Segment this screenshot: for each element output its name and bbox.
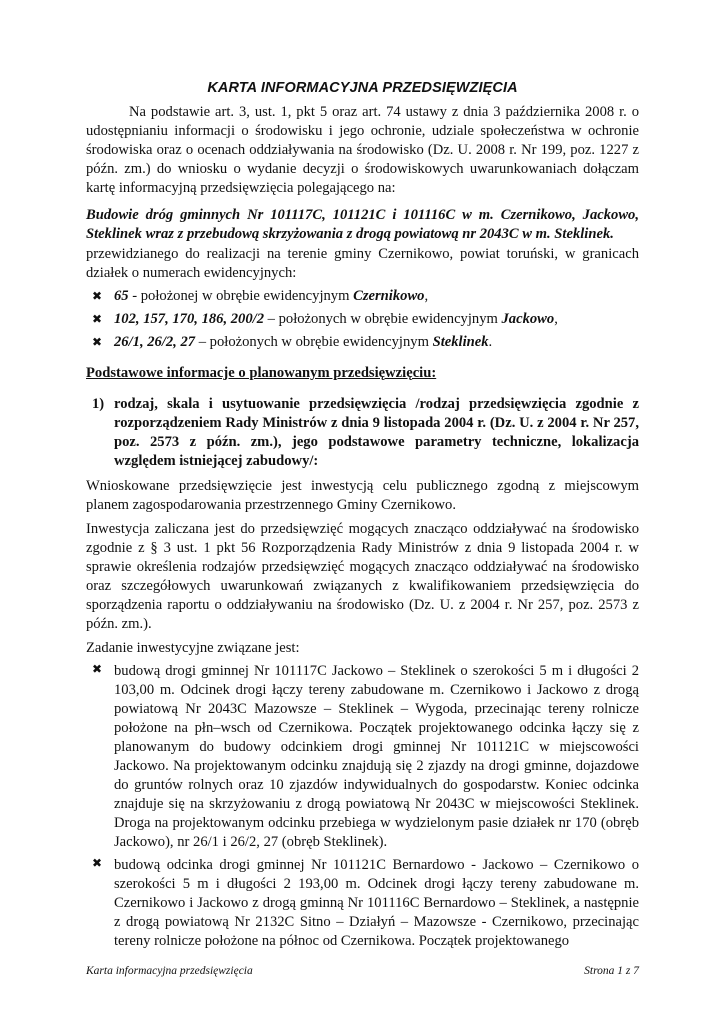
body-paragraph-2: Inwestycja zaliczana jest do przedsięwzięć mogących znacząco oddziaływać na środowisko zgodnie z § 3 ust. 1 pkt 56 Rozporządzenia Rady Ministrów z dnia 9 listopada 2004 r. w sprawie określenia rodzajów przedsięwzięć mogących znacząco oddziaływać na środowisko oraz szczegółowych uwarunkowań związanych z kwalifikowaniem przedsięwzięcia do sporządzenia raportu o oddziaływaniu na środowisko (Dz. U. z 2004 r. Nr 257, poz. 2573 z późn. zm.). <box>86 521 639 632</box>
footer-title: Karta informacyjna przedsięwzięcia <box>86 965 253 977</box>
x-bullet-icon: ✖ <box>92 289 103 303</box>
plot-numbers: 102, 157, 170, 186, 200/2 <box>114 311 264 327</box>
body-paragraph-1: Wnioskowane przedsięwzięcie jest inwestycją celu publicznego zgodną z miejscowym planem zagospodarowania przestrzennego Gminy Czernikowo. <box>86 478 639 513</box>
page-title: KARTA INFORMACYJNA PRZEDSIĘWZIĘCIA <box>207 80 518 96</box>
plot-numbers: 26/1, 26/2, 27 <box>114 334 196 350</box>
point-text: rodzaj, skala i usytuowanie przedsięwzięcia /rodzaj przedsięwzięcia zgodnie z rozporządzeniem Rady Ministrów z dnia 9 listopada 2004 r. (Dz. U. z 2004 r. Nr 257, poz. 2573 z późn. zm.), jego podstawowe parametry techniczne, lokalizacja względem istniejącej zabudowy/: <box>114 396 639 469</box>
plot-area: Czernikowo <box>353 288 425 304</box>
project-subject: Budowie dróg gminnych Nr 101117C, 101121C i 101116C w m. Czernikowo, Jackowo, Steklinek wraz z przebudową skrzyżowania z drogą powiatową nr 2043C w m. Steklinek. <box>86 207 639 242</box>
plot-end: . <box>488 334 493 350</box>
x-bullet-icon: ✖ <box>92 312 103 326</box>
task-text: budową odcinka drogi gminnej Nr 101121C Bernardowo - Jackowo – Czernikowo o szerokości 5 m i długości 2 193,00 m. Odcinek drogi łączy tereny zabudowane m. Czernikowo i Jackowo z drogą gminną Nr 101116C Bernardowo – Steklinek, a następnie z drogą powiatową Nr 2132C Sitno – Działyń – Mazowsze - Czernikowo, przecinając tereny rolnicze położone na północ od Czernikowa. Początek projektowanego <box>114 857 639 949</box>
location-paragraph: przewidzianego do realizacji na terenie gminy Czernikowo, powiat toruński, w granicach działek o numerach ewidencyjnych: <box>86 246 639 281</box>
plot-list <box>86 287 639 352</box>
task-text: budową drogi gminnej Nr 101117C Jackowo – Steklinek o szerokości 5 m i długości 2 103,00 m. Odcinek drogi łączy tereny zabudowane m. Czernikowo i Jackowo z drogą powiatową Nr 2043C Mazowsze – Steklinek – Wygoda, przecinając tereny rolnicze położone na płn–wsch od Czernikowa. Początek projektowanego odcinka łączy się z planowanym do budowy odcinkiem drogi gminnej Nr 101121C w miejscowości Jackowo. Na projektowanym odcinku znajdują się 2 zjazdy na drogi gminne, dojazdowe do gruntów rolnych oraz 10 zjazdów indywidualnych do gospodarstw. Koniec odcinka znajduje się na skrzyżowaniu z drogą powiatową Nr 2043C w miejscowości Steklinek. Droga na projektowanym odcinku przebiega w wydzielonym pasie działek nr 170 (obręb Jackowo), nr 26/1 i 26/2, 27 (obręb Steklinek). <box>114 663 639 850</box>
plot-text: - położonej w obrębie ewidencyjnym <box>128 288 354 304</box>
intro-paragraph: Na podstawie art. 3, ust. 1, pkt 5 oraz art. 74 ustawy z dnia 3 października 2008 r. o udostępnianiu informacji o środowisku i jego ochronie, udziale społeczeństwa w ochronie środowiska oraz o ocenach oddziaływania na środowisko (Dz. U. 2008 r. Nr 199, poz. 1227 z późn. zm.) do wniosku o wydanie decyzji o środowiskowych uwarunkowaniach dołączam kartę informacyjną przedsięwzięcia polegającego na: <box>86 104 639 196</box>
plot-end: , <box>554 311 558 327</box>
task-list <box>86 662 639 951</box>
task-item <box>86 662 639 852</box>
plot-end: , <box>424 288 429 304</box>
plot-text: – położonych w obrębie ewidencyjnym <box>195 334 433 350</box>
plot-numbers: 65 <box>114 288 129 304</box>
plot-item-steklinek <box>86 333 639 352</box>
page-number: Strona 1 z 7 <box>584 965 639 977</box>
x-bullet-icon: ✖ <box>92 662 103 676</box>
x-bullet-icon: ✖ <box>92 856 103 870</box>
plot-item-jackowo <box>86 310 639 329</box>
plot-area: Jackowo <box>501 311 555 327</box>
task-item <box>86 856 639 951</box>
task-intro: Zadanie inwestycyjne związane jest: <box>86 640 300 656</box>
numbered-point-1 <box>86 395 639 471</box>
page-footer <box>86 965 639 977</box>
plot-area: Steklinek <box>432 334 489 350</box>
section-heading: Podstawowe informacje o planowanym przedsięwzięciu: <box>86 365 437 381</box>
point-number: 1) <box>92 396 105 412</box>
plot-item-czernikowo <box>86 287 639 306</box>
plot-text: – położonych w obrębie ewidencyjnym <box>264 311 502 327</box>
x-bullet-icon: ✖ <box>92 335 103 349</box>
